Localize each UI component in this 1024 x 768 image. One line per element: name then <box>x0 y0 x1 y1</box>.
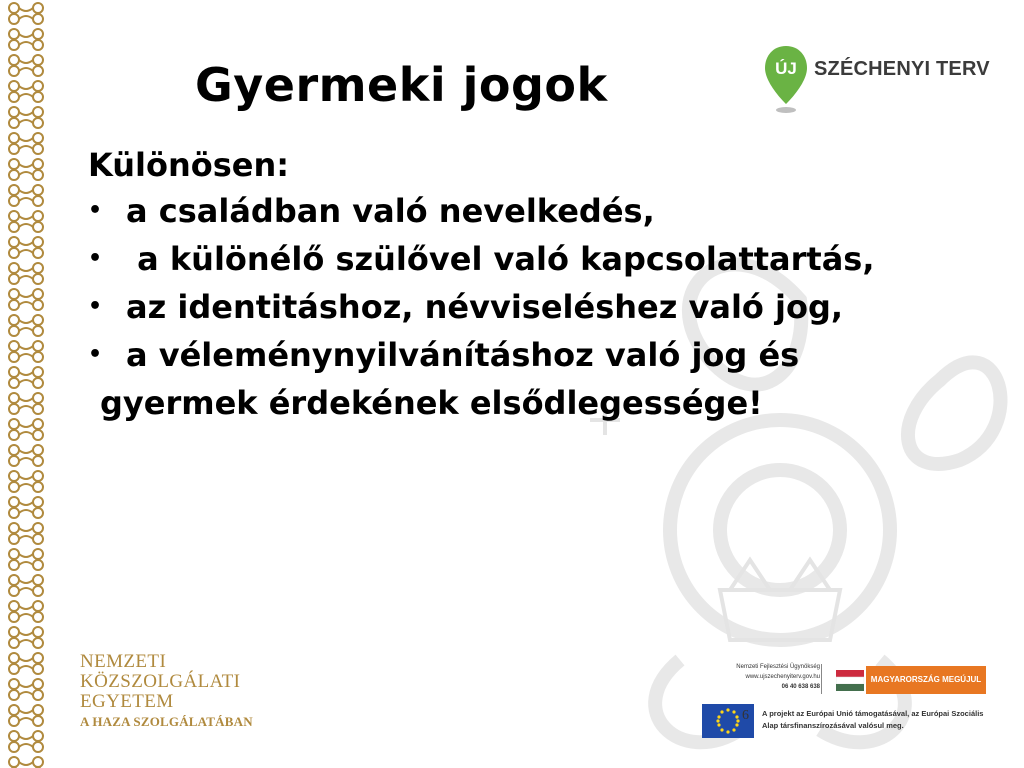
bullet-text: a családban való nevelkedés, <box>126 192 655 230</box>
eu-funding-text: A projekt az Európai Unió támogatásával, az Európai Szociális Alap társfinanszírozásával valósul meg. <box>762 709 984 730</box>
pin-label: ÚJ <box>775 59 797 78</box>
nke-line-2: KÖZSZOLGÁLATI <box>80 671 241 692</box>
agency-website: www.ujszechenyiterv.gov.hu <box>745 674 820 680</box>
bullet-list <box>88 192 938 374</box>
page-number: 6 <box>742 708 749 723</box>
bullet-item <box>88 240 938 278</box>
agency-phone: 06 40 638 638 <box>781 684 820 690</box>
nke-line-3: EGYETEM <box>80 691 174 712</box>
szechenyi-terv-logo <box>762 44 992 116</box>
lead-text: Különösen: <box>88 146 290 184</box>
bullet-icon: • <box>88 246 103 271</box>
nke-logo <box>80 652 253 732</box>
badge-text: MAGYARORSZÁG MEGÚJUL <box>866 666 986 694</box>
nke-line-1: NEMZETI <box>80 651 167 672</box>
bullet-text: a különélő szülővel való kapcsolattartás, <box>126 240 875 278</box>
footer-divider <box>821 664 822 694</box>
bullet-item <box>88 336 938 374</box>
map-pin-icon <box>762 44 810 114</box>
logo-brand-text: SZÉCHENYI TERV <box>814 58 990 80</box>
slide-title: Gyermeki jogok <box>195 58 608 112</box>
bullet-item <box>88 192 938 230</box>
ornamental-border <box>0 0 52 768</box>
bullet-text: a véleménynyilvánításhoz való jog és <box>126 336 800 374</box>
bullet-icon: • <box>88 342 103 367</box>
bullet-item <box>88 288 938 326</box>
hungarian-flag-icon <box>836 666 864 694</box>
bullet-icon: • <box>88 198 103 223</box>
closing-text: gyermek érdekének elsődlegessége! <box>100 384 763 422</box>
slide-content <box>88 146 938 422</box>
nke-tagline: A HAZA SZOLGÁLATÁBAN <box>80 714 253 729</box>
bullet-icon: • <box>88 294 103 319</box>
agency-name: Nemzeti Fejlesztési Ügynökség <box>736 664 820 670</box>
agency-info <box>704 662 820 692</box>
magyarorszag-megujul-badge <box>836 666 986 694</box>
bullet-text: az identitáshoz, névviseléshez való jog, <box>126 288 844 326</box>
